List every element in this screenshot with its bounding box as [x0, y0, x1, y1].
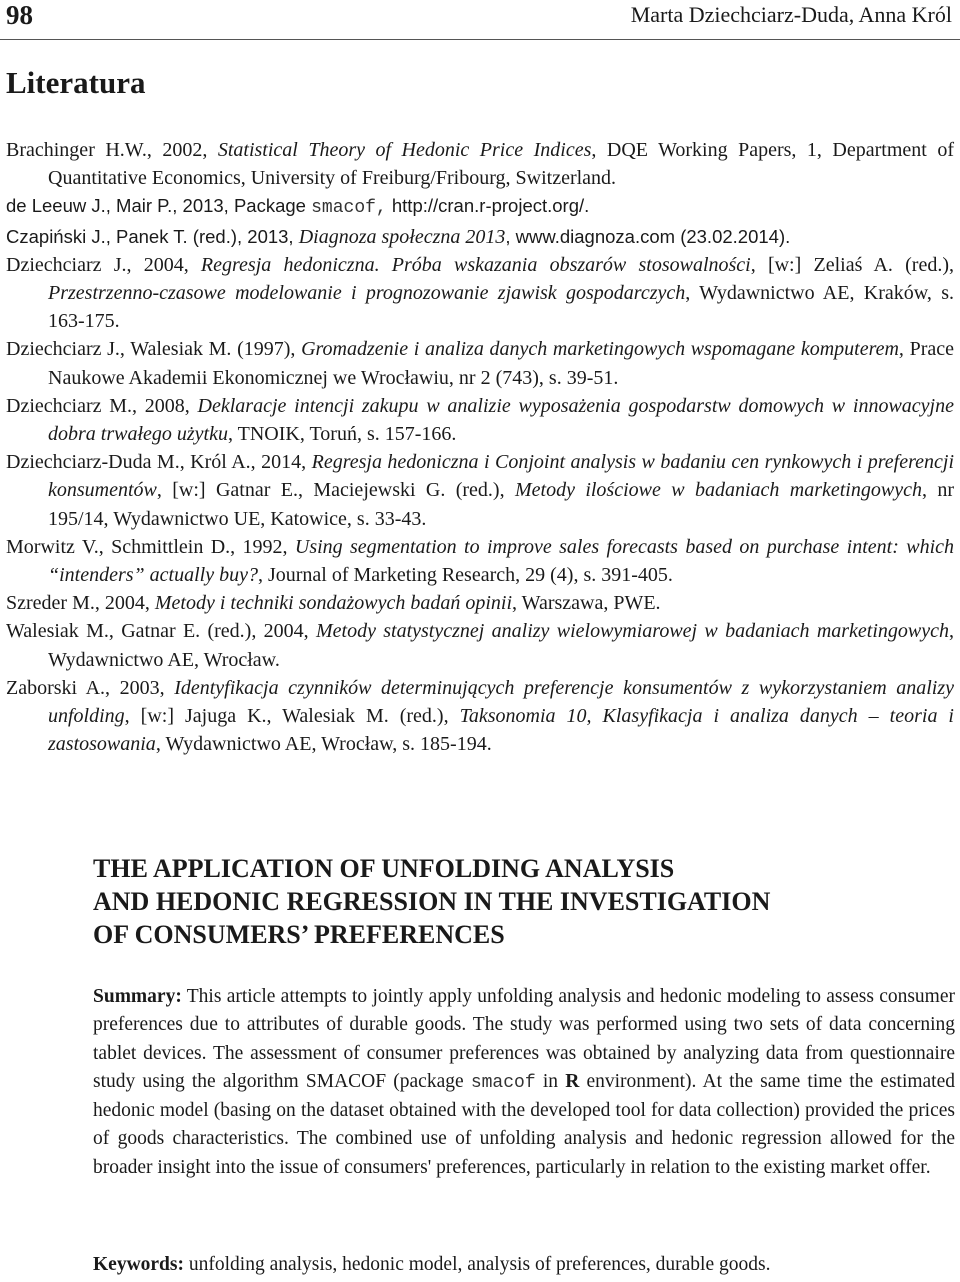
reference-text: Deklaracje intencji zakupu w analizie wyposażenia gospodarstw domowych w innowacyjne dobra trwałego użytku	[48, 394, 954, 446]
reference-text: , TNOIK, Toruń, s. 157-166.	[228, 423, 457, 446]
english-title	[93, 852, 770, 951]
reference-text: http://cran.r-project.org/.	[386, 195, 590, 217]
english-title-line-1: THE APPLICATION OF UNFOLDING ANALYSIS	[93, 854, 675, 883]
summary-package-name: smacof	[470, 1072, 536, 1093]
reference-text: Metody ilościowe w badaniach marketingowych	[514, 479, 922, 502]
keywords-paragraph	[93, 1251, 955, 1279]
summary-label: Summary:	[93, 986, 182, 1007]
reference-text: , Warszawa, PWE.	[512, 592, 661, 615]
reference-text: , Wydawnictwo AE, Wrocław.	[48, 620, 955, 671]
keywords-label: Keywords:	[93, 1254, 184, 1275]
reference-entry	[6, 192, 954, 222]
reference-text: Walesiak M., Gatnar E. (red.), 2004,	[6, 620, 316, 643]
reference-text: Diagnoza społeczna 2013	[298, 225, 506, 248]
reference-text: Czapiński J., Panek T. (red.), 2013,	[6, 225, 299, 247]
reference-text: smacof,	[311, 198, 387, 219]
reference-text: , DQE Working Papers, 1, Department of Quantitative Economics, University of Freiburg/Fribourg, Switzerland.	[48, 139, 954, 190]
reference-text: Regresja hedoniczna i Conjoint analysis w badaniu cen rynkowych i preferencji konsumentów	[48, 451, 954, 502]
page-header	[0, 0, 960, 42]
summary-paragraph	[93, 983, 955, 1182]
page-number: 98	[6, 0, 33, 30]
reference-text: Brachinger H.W., 2002,	[6, 139, 218, 161]
reference-text: , [w:] Zeliaś A. (red.),	[750, 253, 954, 276]
reference-text: Statistical Theory of Hedonic Price Indices	[217, 139, 592, 161]
running-head-authors: Marta Dziechciarz-Duda, Anna Król	[630, 2, 952, 27]
reference-entry	[6, 617, 954, 673]
reference-text: Zaborski A., 2003,	[6, 676, 175, 699]
reference-text: , [w:] Jajuga K., Walesiak M. (red.),	[124, 705, 460, 728]
reference-text: Regresja hedoniczna. Próba wskazania obszarów stosowalności	[200, 253, 751, 276]
reference-text: Dziechciarz J., Walesiak M. (1997),	[6, 338, 302, 361]
english-title-line-3: OF CONSUMERS’ PREFERENCES	[93, 920, 505, 949]
reference-text: Using segmentation to improve sales forecasts based on purchase intent: which “intenders” actually buy?	[48, 535, 954, 587]
english-title-line-2: AND HEDONIC REGRESSION IN THE INVESTIGATION	[93, 887, 771, 916]
reference-text: , Wydawnictwo AE, Kraków, s. 163-175.	[48, 282, 954, 333]
reference-text: , www.diagnoza.com (23.02.2014).	[505, 225, 791, 247]
reference-entry	[6, 136, 954, 192]
reference-text: Morwitz V., Schmittlein D., 1992,	[6, 535, 295, 558]
reference-text: Prace Naukowe Akademii Ekonomicznej we Wrocławiu, nr 2 (743), s. 39-51.	[48, 338, 954, 389]
reference-entry	[6, 589, 954, 617]
reference-text: Metody i techniki sondażowych badań opinii	[154, 592, 513, 615]
reference-text: Dziechciarz J., 2004,	[6, 253, 201, 276]
summary-text-part1: This article attempts to jointly apply unfolding analysis and hedonic modeling to assess consumer preferences due to attributes of durable goods. The study was performed using two sets of data concerning tablet devices. The assessment of consumer preferences was obtained by analyzing data from questionnaire study using the algorithm SMACOF (package	[93, 986, 955, 1092]
summary-text-part2: in	[535, 1070, 566, 1092]
reference-list	[6, 136, 954, 758]
reference-text: Przestrzenno-czasowe modelowanie i prognozowanie zjawisk gospodarczych	[48, 282, 686, 305]
reference-entry	[6, 392, 954, 448]
reference-text: , Journal of Marketing Research, 29 (4), s. 391-405.	[257, 564, 673, 587]
reference-entry	[6, 533, 954, 589]
reference-entry	[6, 223, 954, 251]
reference-text: Gromadzenie i analiza danych marketingowych wspomagane komputerem,	[301, 338, 904, 361]
summary-text-part3: environment). At the same time the estimated hedonic model (basing on the dataset obtained with the developed tool for data collection) provided the prices of goods characteristics. The combined use of unfolding analysis and hedonic regression allowed for the broader insight into the issue of consumers' preferences, particularly in relation to the existing market offer.	[93, 1070, 956, 1178]
reference-text: Taksonomia 10, Klasyfikacja i analiza danych – teoria i zastosowania	[48, 705, 954, 756]
reference-text: , [w:] Gatnar E., Maciejewski G. (red.),	[156, 479, 515, 502]
reference-entry	[6, 251, 954, 336]
reference-entry	[6, 674, 954, 759]
reference-text: Identyfikacja czynników determinujących preferencje konsumentów z wykorzystaniem analizy unfolding	[48, 676, 954, 728]
reference-text: Dziechciarz-Duda M., Król A., 2014,	[6, 451, 312, 474]
keywords-text: unfolding analysis, hedonic model, analysis of preferences, durable goods.	[184, 1254, 771, 1275]
reference-text: Szreder M., 2004,	[6, 592, 155, 615]
reference-text: de Leeuw J., Mair P., 2013, Package	[6, 195, 312, 217]
reference-entry	[6, 335, 954, 391]
summary-env-name: R	[565, 1070, 580, 1092]
header-rule	[0, 39, 960, 40]
reference-text: , Wydawnictwo AE, Wrocław, s. 185-194.	[155, 733, 492, 756]
reference-text: Metody statystycznej analizy wielowymiarowej w badaniach marketingowych	[315, 620, 950, 643]
reference-entry	[6, 448, 954, 533]
section-title-literatura: Literatura	[6, 65, 146, 100]
reference-text: Dziechciarz M., 2008,	[6, 394, 198, 417]
reference-text: , nr 195/14, Wydawnictwo UE, Katowice, s. 33-43.	[48, 479, 954, 530]
